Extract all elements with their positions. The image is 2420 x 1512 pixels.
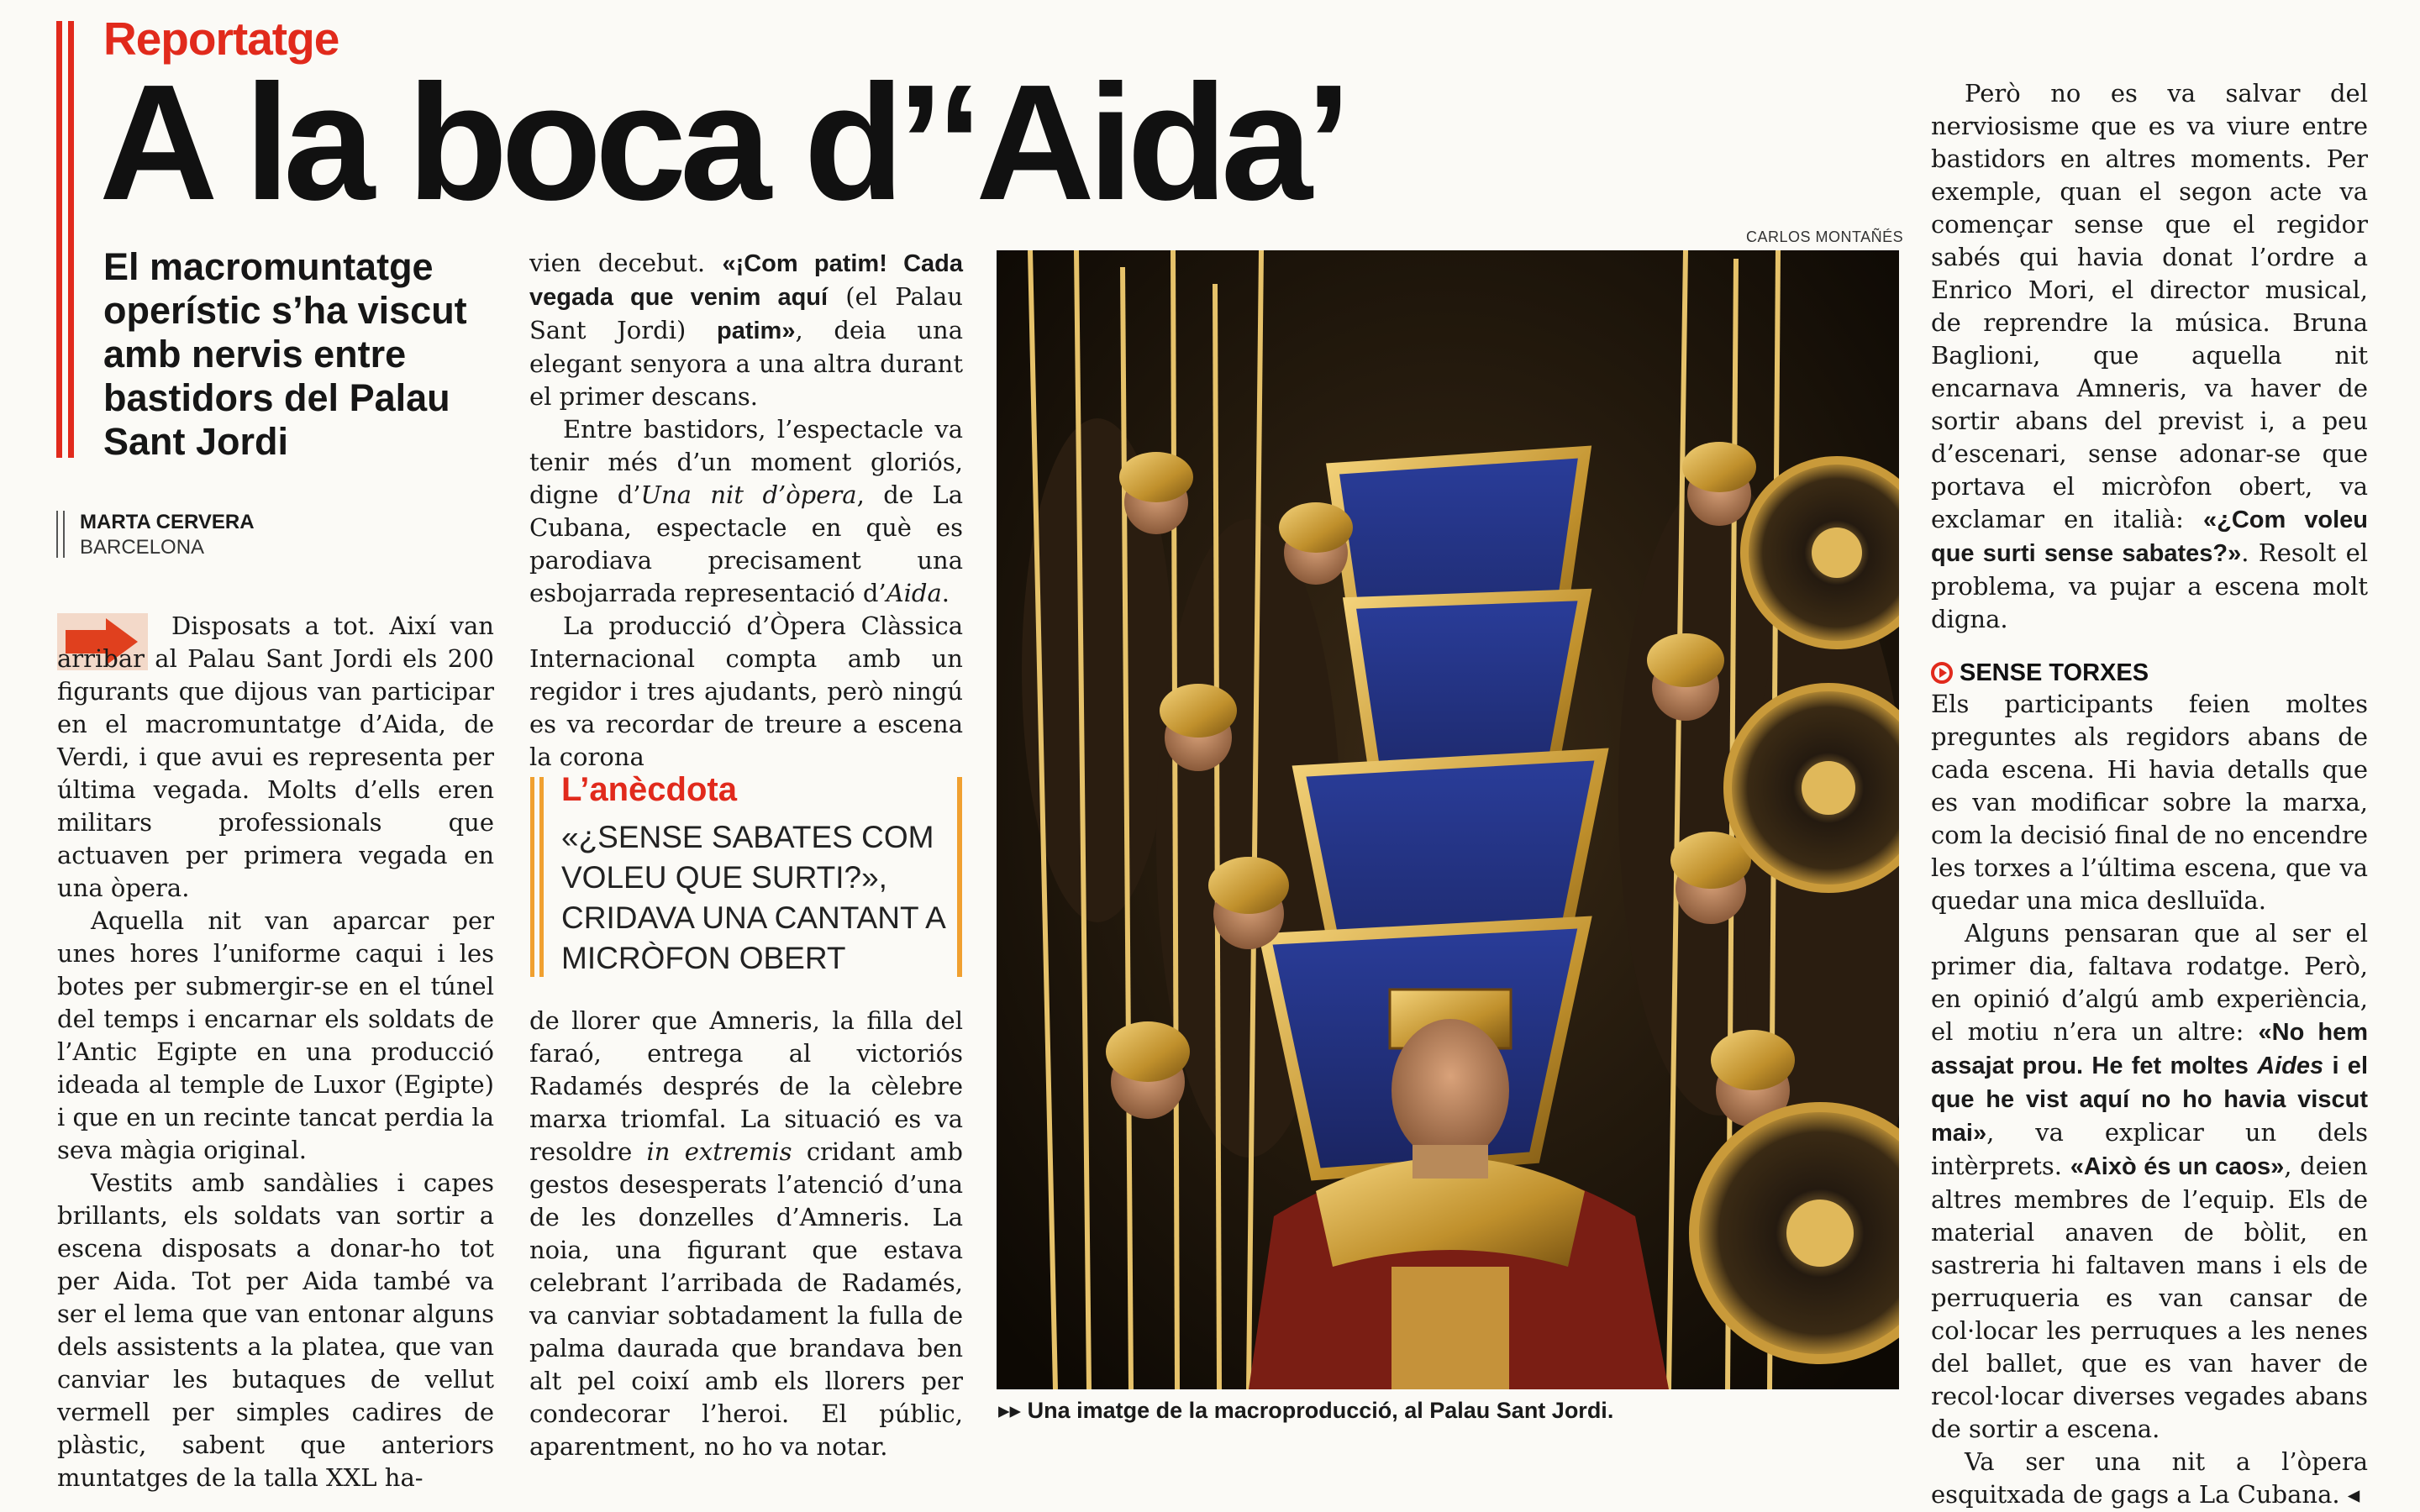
col3-paragraph-3: Alguns pensaran que al ser el primer dia, faltava rodatge. Però, en opinió d’algú amb experiència, el motiu n’era un altre: «No hem assajat prou. He fet moltes Aides i el que he vist aquí no ho havia viscut mai», va explicar un dels intèrprets. «Això és un caos», deien altres membres de l’equip. Els de material anaven de bòlit, en sastreria hi faltaven mans i els de perruqueria es van cansar de col·locar les perruques a les nenes del ballet, que es van haver de recol·locar diverses vegades abans de sortir a escena. [1931, 919, 2368, 1443]
column-3 [1931, 77, 2368, 1512]
section-label: Reportatge [103, 13, 339, 65]
byline-author: MARTA CERVERA [80, 511, 255, 533]
anecdote-bar-1 [530, 777, 534, 977]
col2-paragraph-3: La producció d’Òpera Clàssica Internacional compta amb un regidor i tres ajudants, però ningú es va recordar de treure a escena la corona [529, 612, 963, 771]
section-bar-left [56, 21, 62, 458]
photo-credit: CARLOS MONTAÑÉS [1746, 228, 1904, 245]
photo-illustration [997, 250, 1899, 1389]
photo [997, 250, 1899, 1389]
subheadline: El macromuntatge operístic s’ha viscut amb nervis entre bastidors del Palau Sant Jordi [103, 245, 467, 463]
anecdote-bar-3 [957, 777, 962, 977]
column-2-top [529, 247, 963, 774]
col3-paragraph-1: Però no es va salvar del nerviosisme que es va viure entre bastidors en altres moments. Per exemple, quan el segon acte va començar sense que el regidor sabés qui havia donat l’ordre a Enrico Mori, el director musical, de reprendre la música. Bruna Baglioni, que aquella nit encarnava Amneris, va haver de sortir abans del previst i, a peu d’escenari, sense adonar-se que portava el micròfon obert, va exclamar en italià: «¿Com voleu que surti sense sabates?». Resolt el problema, va pujar a escena molt digna. [1931, 79, 2369, 633]
end-mark-icon: ◂ [2347, 1482, 2360, 1509]
column-1 [57, 610, 494, 1494]
photo-caption [998, 1398, 1613, 1424]
anecdote-bar-2 [539, 777, 544, 977]
anecdote-text: «¿SENSE SABATES COM VOLEU QUE SURTI?», CRIDAVA UNA CANTANT A MICRÒFON OBERT [561, 820, 944, 975]
col1-paragraph-3: Vestits amb sandàlies i capes brillants, els soldats van sortir a escena disposats a donar-ho tot per Aida. Tot per Aida també va ser el lema que van entonar alguns dels assistents a la platea, que van canviar les butaques de vellut vermell per simples cadires de plàstic, sabent que anteriors muntatges de la talla XXL ha- [57, 1168, 494, 1492]
byline-rule-2 [63, 511, 65, 558]
anecdote-title: L’anècdota [561, 771, 737, 808]
caption-text: Una imatge de la macroproducció, al Palau Sant Jordi. [1027, 1398, 1614, 1423]
col3-paragraph-2: Els participants feien moltes preguntes als regidors abans de cada escena. Hi havia detalls que es van modificar sobre la marxa, com la decisió final de no encendre les torxes a l’última escena, que va quedar una mica deslluïda. [1931, 690, 2368, 915]
col2-paragraph-4: de llorer que Amneris, la filla del faraó, entrega al victoriós Radamés després de la cèlebre marxa triomfal. La situació es va resoldre in extremis cridant amb gestos desesperats l’atenció d’una de les donzelles d’Amneris. La noia, una figurant que estava celebrant l’arribada de Radamés, va canviar sobtadament la fulla de palma daurada que brandava ben alt pel coixí amb els llorers per condecorar l’heroi. El públic, aparentment, no ho va notar. [529, 1006, 963, 1461]
section-bar-right [68, 21, 74, 458]
caption-marker: ▸▸ [998, 1398, 1022, 1423]
headline: A la boca d’‘Aida’ [99, 50, 1345, 234]
col2-paragraph-1: vien decebut. «¡Com patim! Cada vegada que venim aquí (el Palau Sant Jordi) patim», deia una elegant senyora a una altra durant el primer descans. [529, 249, 964, 411]
byline-place: BARCELONA [80, 536, 205, 559]
col1-paragraph-2: Aquella nit van aparcar per unes hores l’uniforme caqui i les botes per submergir-se en el túnel del temps i encarnar els soldats de l’Antic Egipte en una producció ideada al temple de Luxor (Egipte) i que en un recinte tancat perdia la seva màgia original. [57, 906, 494, 1164]
col2-paragraph-2: Entre bastidors, l’espectacle va tenir més d’un moment gloriós, digne d’Una nit d’òpera, de La Cubana, espectacle en què es parodiava precisament una esbojarrada representació d’Aida. [529, 415, 964, 607]
col3-paragraph-4: Va ser una nit a l’òpera esquitxada de gags a La Cubana. ◂ [1931, 1447, 2368, 1509]
col3-subtitle: SENSE TORXES [1931, 658, 2368, 688]
byline-rule [56, 511, 58, 558]
column-2-bottom [529, 1005, 963, 1463]
play-circle-icon [1931, 662, 1953, 684]
col1-paragraph-1: Disposats a tot. Així van arribar al Palau Sant Jordi els 200 figurants que dijous van participar en el macromuntatge d’Aida, de Verdi, i que avui es representa per última vegada. Molts d’ells eren militars professionals que actuaven per primera vegada en una òpera. [57, 612, 494, 902]
